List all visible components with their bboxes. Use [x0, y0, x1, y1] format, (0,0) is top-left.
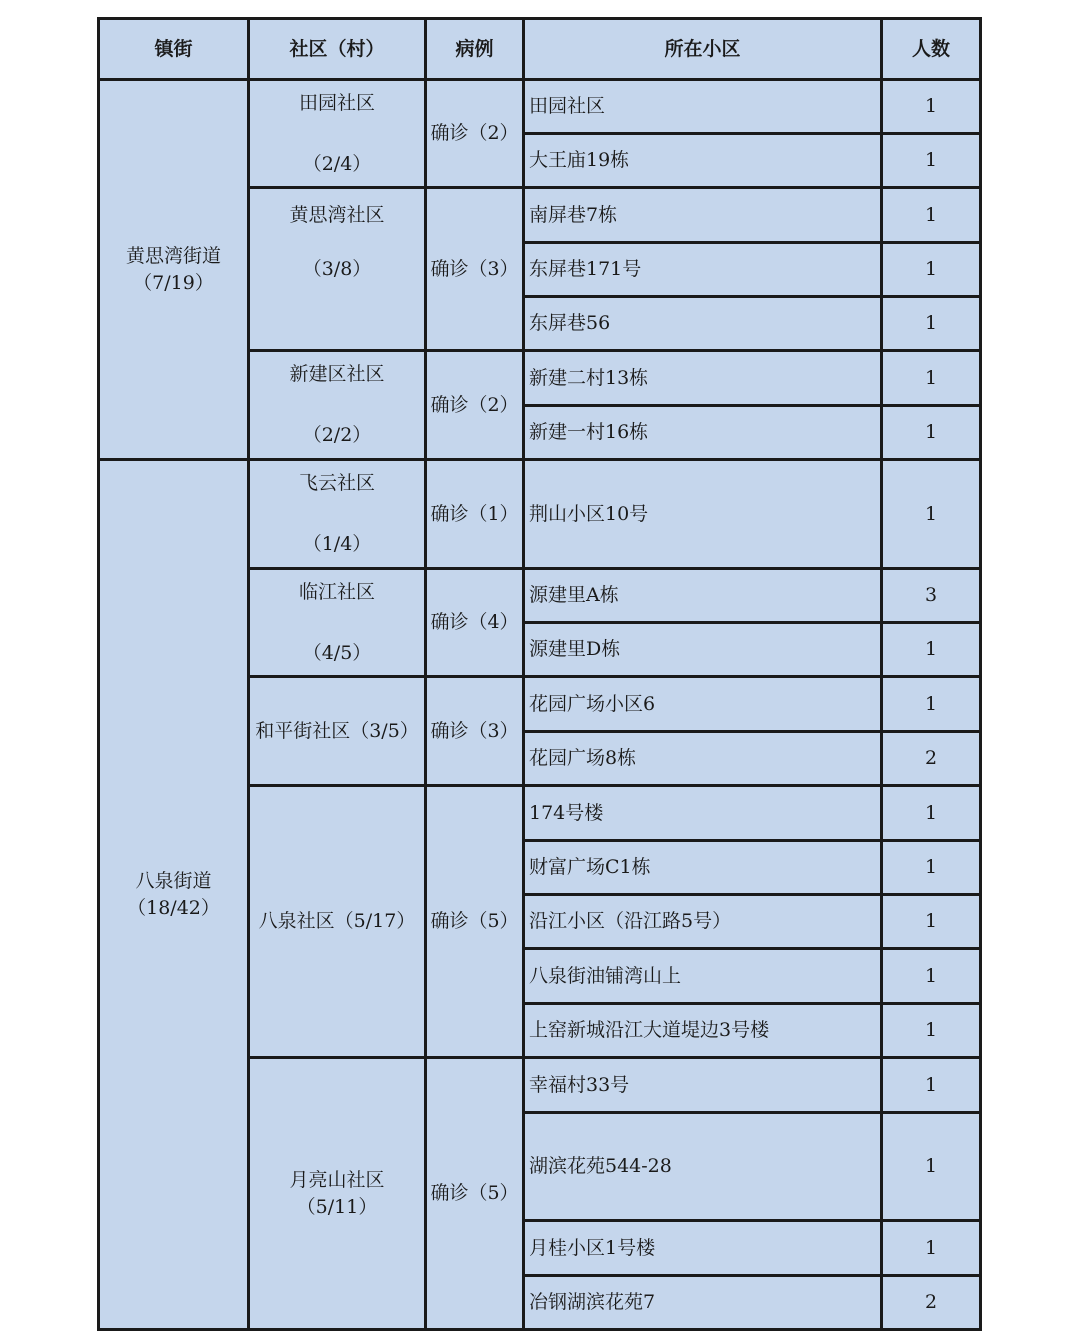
people-cell: 1 [882, 949, 981, 1004]
community-name: 临江社区 [298, 580, 375, 603]
table-row [99, 460, 981, 569]
street-cell [99, 80, 249, 460]
address-cell: 源建里D栋 [524, 623, 882, 677]
community-cell [249, 1058, 426, 1330]
cases-cell: 确诊（2） [426, 80, 524, 188]
cases-cell: 确诊（4） [426, 569, 524, 677]
cases-cell: 确诊（3） [426, 677, 524, 786]
people-cell: 1 [882, 80, 981, 134]
address-cell: 八泉街油铺湾山上 [524, 949, 882, 1004]
cases-cell: 确诊（3） [426, 188, 524, 351]
address-cell: 沿江小区（沿江路5号） [524, 895, 882, 949]
people-cell: 1 [882, 460, 981, 569]
people-cell: 1 [882, 786, 981, 841]
header-community: 社区（村） [249, 19, 426, 80]
people-cell: 1 [882, 134, 981, 188]
people-cell: 2 [882, 1276, 981, 1330]
people-cell: 1 [882, 1058, 981, 1113]
people-cell: 3 [882, 569, 981, 623]
address-cell: 月桂小区1号楼 [524, 1221, 882, 1276]
people-cell: 1 [882, 895, 981, 949]
address-cell: 幸福村33号 [524, 1058, 882, 1113]
community-cell [249, 351, 426, 460]
people-cell: 1 [882, 297, 981, 351]
cases-cell: 确诊（1） [426, 460, 524, 569]
people-cell: 1 [882, 1004, 981, 1058]
cases-cell: 确诊（5） [426, 1058, 524, 1330]
people-cell: 1 [882, 623, 981, 677]
street-count: （7/19） [133, 271, 214, 294]
street-count: （18/42） [127, 896, 220, 919]
cases-cell: 确诊（5） [426, 786, 524, 1058]
address-cell: 荆山小区10号 [524, 460, 882, 569]
address-cell: 花园广场小区6 [524, 677, 882, 732]
header-cases: 病例 [426, 19, 524, 80]
community-name: 月亮山社区 [289, 1168, 385, 1191]
people-cell: 2 [882, 732, 981, 786]
community-name: 飞云社区 [298, 472, 375, 494]
community-cell: 和平街社区（3/5） [249, 677, 426, 786]
street-cell [99, 460, 249, 1330]
address-cell: 源建里A栋 [524, 569, 882, 623]
street-name: 黄思湾街道 [125, 244, 221, 267]
community-count: （4/5） [302, 641, 372, 664]
table-row [99, 80, 981, 134]
community-cell [249, 188, 426, 351]
people-cell: 1 [882, 406, 981, 460]
community-cell [249, 80, 426, 188]
header-street: 镇街 [99, 19, 249, 80]
community-count: （2/2） [302, 424, 372, 446]
address-cell: 财富广场C1栋 [524, 841, 882, 895]
community-name: 黄思湾社区 [289, 204, 385, 226]
people-cell: 1 [882, 188, 981, 243]
people-cell: 1 [882, 243, 981, 297]
people-cell: 1 [882, 677, 981, 732]
community-cell [249, 460, 426, 569]
people-cell: 1 [882, 1221, 981, 1276]
address-cell: 新建一村16栋 [524, 406, 882, 460]
address-cell: 东屏巷171号 [524, 243, 882, 297]
community-count: （3/8） [302, 258, 372, 280]
address-cell: 冶钢湖滨花苑7 [524, 1276, 882, 1330]
community-cell: 八泉社区（5/17） [249, 786, 426, 1058]
cases-cell: 确诊（2） [426, 351, 524, 460]
address-cell: 湖滨花苑544-28 [524, 1113, 882, 1221]
community-name: 田园社区 [298, 91, 375, 114]
address-cell: 174号楼 [524, 786, 882, 841]
header-residential-area: 所在小区 [524, 19, 882, 80]
address-cell: 上窑新城沿江大道堤边3号楼 [524, 1004, 882, 1058]
address-cell: 东屏巷56 [524, 297, 882, 351]
people-cell: 1 [882, 841, 981, 895]
table-header-row [99, 19, 981, 80]
people-cell: 1 [882, 351, 981, 406]
community-cell [249, 569, 426, 677]
people-cell: 1 [882, 1113, 981, 1221]
community-count: （5/11） [296, 1195, 378, 1218]
case-distribution-table [97, 17, 982, 1331]
community-count: （1/4） [302, 533, 372, 555]
address-cell: 田园社区 [524, 80, 882, 134]
street-name: 八泉街道 [135, 869, 212, 892]
address-cell: 大王庙19栋 [524, 134, 882, 188]
address-cell: 新建二村13栋 [524, 351, 882, 406]
community-name: 新建区社区 [289, 363, 385, 385]
community-count: （2/4） [302, 152, 372, 175]
address-cell: 南屏巷7栋 [524, 188, 882, 243]
header-people: 人数 [882, 19, 981, 80]
address-cell: 花园广场8栋 [524, 732, 882, 786]
